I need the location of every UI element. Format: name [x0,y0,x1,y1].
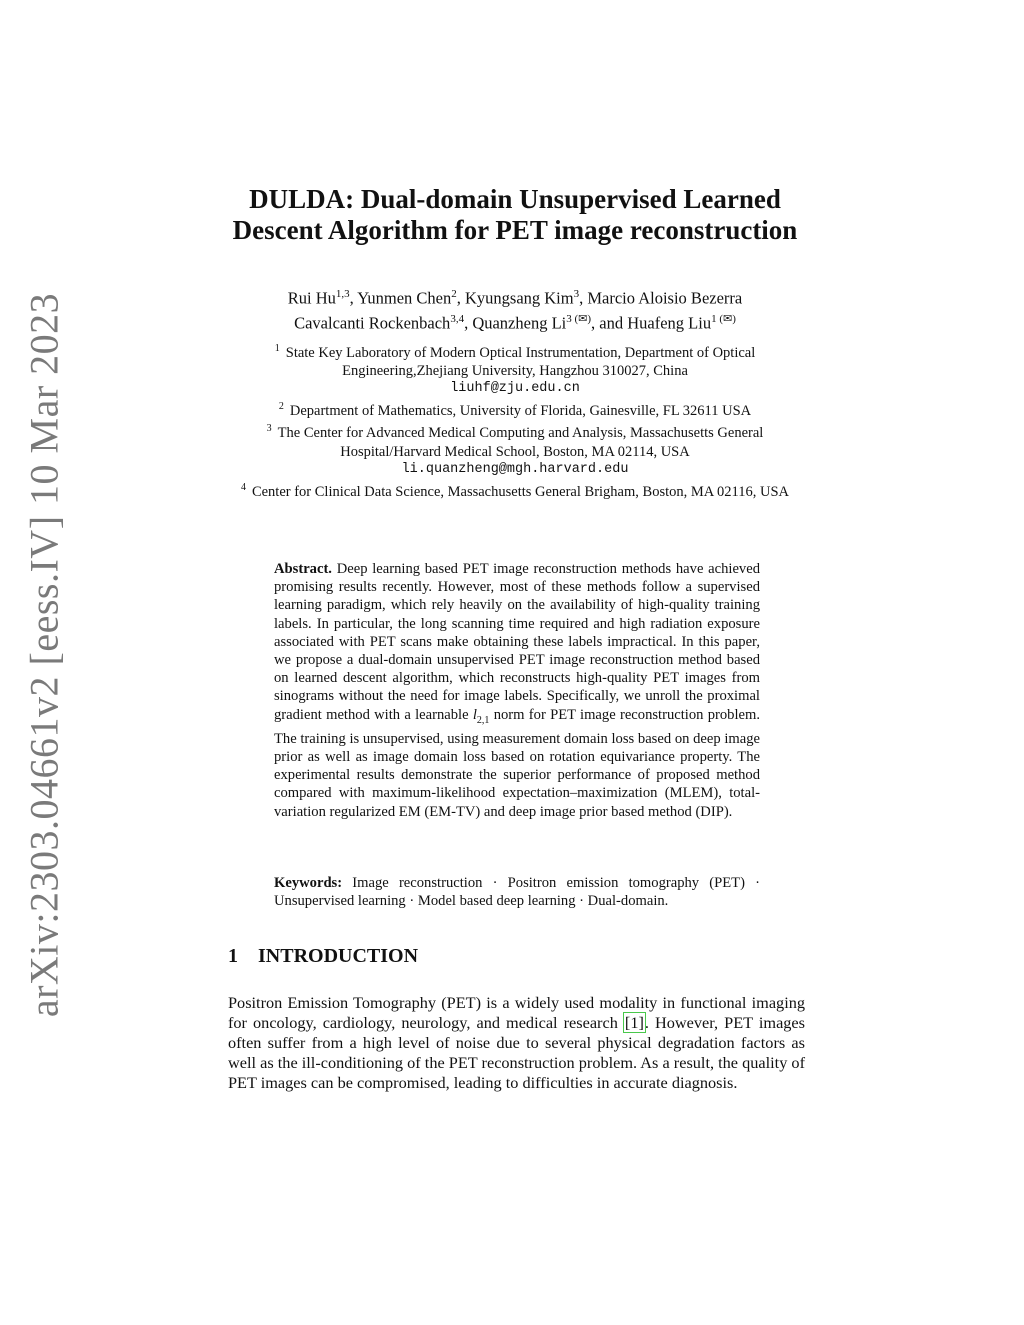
affiliation-item [220,398,810,420]
title-line-1: DULDA: Dual-domain Unsupervised Learned [249,184,781,214]
section-number: 1 [228,945,238,967]
keywords-label: Keywords: [274,875,343,891]
paper-title [190,184,840,246]
affiliation-list [220,340,810,501]
author-affil-marker: 3 [573,288,580,300]
author-name: Quanzheng Li [472,313,567,332]
abstract-text-part-1: Deep learning based PET image reconstruction methods have achieved promising results recently. However, most of these methods follow a supervised learning paradigm, which rely heavily on the availability of high-quality training labels. In particular, the long scanning time required and high radiation exposure associated with PET scans make obtaining these labels impractical. In this paper, we propose a dual-domain unsupervised PET image reconstruction method based on learned descent algorithm, which reconstructs high-quality PET images from sinograms without the need for image labels. Specifically, we unroll the proximal gradient method with a learnable [274,561,760,723]
intro-text-part-2: . However, PET images often suffer from a high level of noise due to several physical degradation factors as well as the ill-conditioning of the PET reconstruction problem. As a result, the quality of PET images can be compromised, leading to difficulties in accurate diagnosis. [228,1013,805,1093]
author-name: Cavalcanti Rockenbach [294,313,451,332]
affiliation-number: 3 [266,423,272,435]
author-name: Huafeng Liu [627,313,712,332]
affiliation-text: State Key Laboratory of Modern Optical Instrumentation, Department of Optical Engineering,Zhejiang University, Hangzhou 310027, China [285,344,756,380]
affiliation-text: Center for Clinical Data Science, Massachusetts General Brigham, Boston, MA 02116, USA [251,483,790,500]
abstract [274,560,760,821]
author-affil-marker: 3,4 [450,312,465,325]
affiliation-number: 4 [240,481,246,493]
citation-link[interactable]: [1] [624,1013,644,1033]
author-affil-marker: 1,3 [335,288,350,300]
affiliation-item [220,340,810,380]
abstract-text-part-2: norm for PET image reconstruction problem. The training is unsupervised, using measurement domain loss based on deep image prior as well as image domain loss based on rotation equivariance property. The experimental results demonstrate the superior performance of proposed method compared with maximum-likelihood expectation–maximization (MLEM), total-variation regularized EM (EM-TV) and deep image prior based method (DIP). [274,706,760,820]
author-name: Marcio Aloisio Bezerra [587,288,743,308]
author-affil-marker: 2 [451,288,457,300]
intro-text-part-1: Positron Emission Tomography (PET) is a widely used modality in functional imaging for oncology, cardiology, neurology, and medical research [228,993,805,1033]
author-line-2: Cavalcanti Rockenbach$^{3,4}$, Quanzheng $Li^{3 (✉)}$, and Huafeng Liu$^{1 (✉)}$ [294,312,736,332]
affiliation-item [220,479,810,501]
arxiv-stamp: arXiv:2303.04661v2 [eess.IV] 10 Mar 2023 [21,292,67,1018]
author-name: Kyungsang Kim [464,288,574,308]
author-affil-marker: 1 (✉) [711,312,736,325]
intro-paragraph [228,993,805,1093]
affiliation-text: Department of Mathematics, University of Florida, Gainesville, FL 32611 USA [289,403,752,420]
author-affil-marker: 3 (✉) [566,312,592,325]
abstract-label: Abstract. [274,561,332,577]
author-name: Yunmen Chen [357,288,452,308]
norm-subscript: 2,1 [476,714,490,726]
author-line-1: Rui Hu$^{1,3}$, Yunmen Chen$^2$, Kyungsang Kim$^3$, Marcio Aloisio Bezerra [287,288,743,308]
affiliation-text: The Center for Advanced Medical Computing and Analysis, Massachusetts General Hospital/Harvard Medical School, Boston, MA 02114, USA [277,425,764,460]
keywords-text: Image reconstruction · Positron emission tomography (PET) · Unsupervised learning · Model based deep learning · Dual-domain. [274,875,760,910]
title-line-2: Descent Algorithm for PET image reconstruction [232,215,798,245]
affiliation-email[interactable]: liuhf@zju.edu.cn [450,381,580,397]
author-and: and [599,313,624,332]
author-list [200,284,830,333]
affiliation-email[interactable]: li.quanzheng@mgh.harvard.edu [401,461,629,477]
keywords [274,874,760,910]
affiliation-number: 2 [278,401,284,413]
affiliation-number: 1 [274,343,280,354]
author-name: Rui Hu [287,288,336,308]
section-heading [228,945,418,968]
norm-symbol: l [472,706,477,723]
section-title: INTRODUCTION [258,945,419,967]
affiliation-item [220,420,810,460]
